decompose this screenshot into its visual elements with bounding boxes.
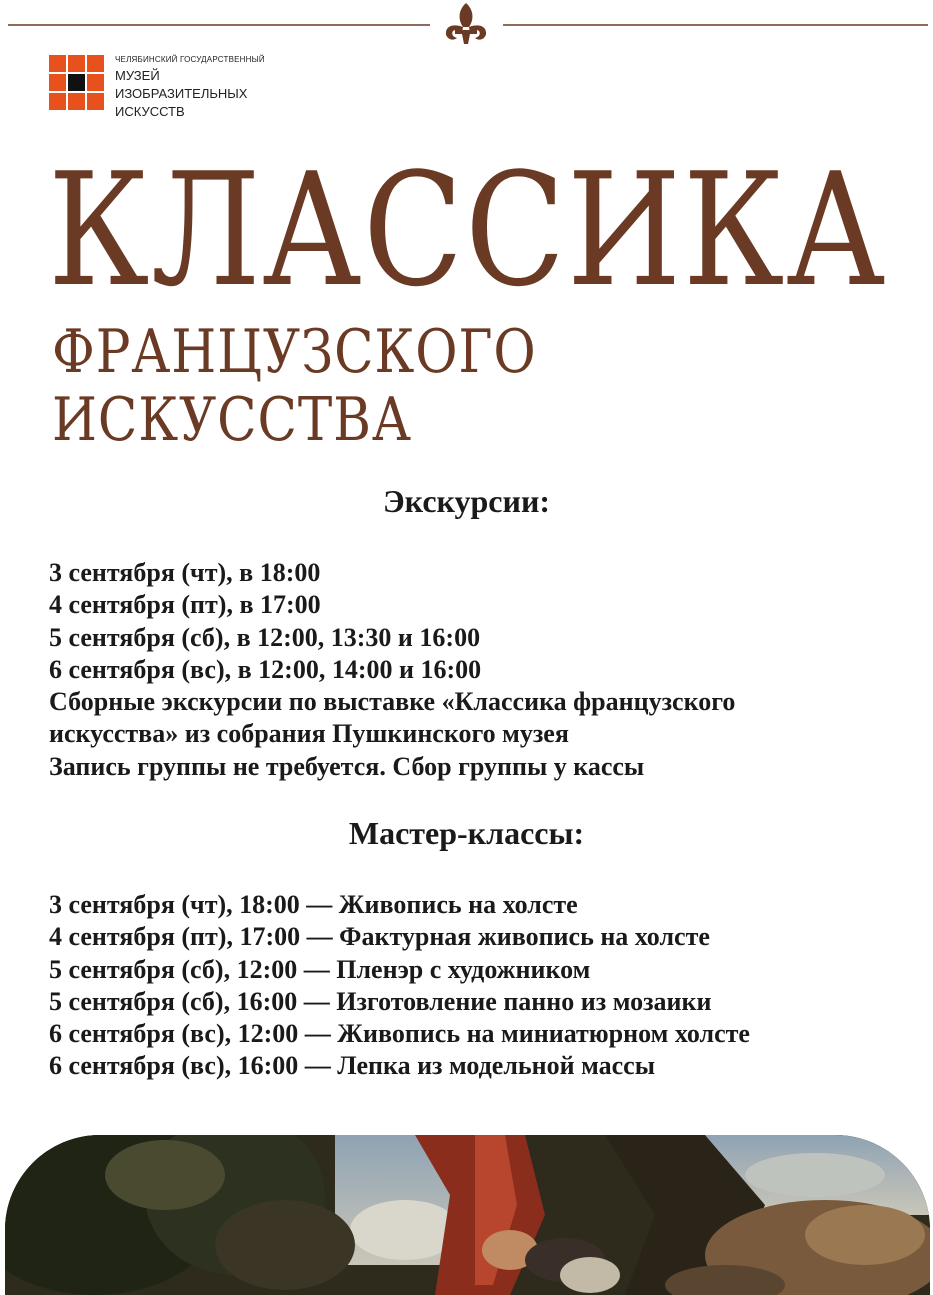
excursions-list	[49, 557, 735, 783]
list-item: 5 сентября (сб), 16:00 — Изготовление панно из мозаики	[49, 986, 712, 1016]
fleur-de-lis-icon	[446, 3, 486, 44]
list-item: 4 сентября (пт), в 17:00	[49, 590, 321, 620]
list-item: 6 сентября (вс), 16:00 — Лепка из модельной массы	[49, 1051, 656, 1081]
list-item: 6 сентября (вс), 12:00 — Живопись на миниатюрном холсте	[49, 1019, 750, 1049]
top-divider	[0, 0, 933, 50]
list-item: 5 сентября (сб), 12:00 — Пленэр с художником	[49, 954, 591, 984]
list-item: Запись группы не требуется. Сбор группы у кассы	[49, 751, 645, 781]
logo-text	[115, 55, 265, 118]
list-item: Сборные экскурсии по выставке «Классика французского	[49, 687, 736, 717]
masterclasses-heading: Мастер-классы:	[348, 815, 585, 851]
exhibition-subtitle-line-2: ИСКУССТВА	[52, 385, 412, 455]
exhibition-title: КЛАССИКА	[48, 139, 887, 321]
painting-illustration	[5, 1135, 930, 1295]
logo-line-2: МУЗЕЙ	[115, 68, 160, 83]
logo-line-3: ИЗОБРАЗИТЕЛЬНЫХ	[115, 86, 248, 101]
masterclasses-list	[49, 889, 750, 1083]
list-item: 6 сентября (вс), в 12:00, 14:00 и 16:00	[49, 654, 482, 684]
logo-line-1: ЧЕЛЯБИНСКИЙ ГОСУДАРСТВЕННЫЙ	[115, 55, 265, 64]
excursions-heading: Экскурсии:	[382, 483, 551, 519]
list-item: 4 сентября (пт), 17:00 — Фактурная живопись на холсте	[49, 922, 710, 952]
list-item: 5 сентября (сб), в 12:00, 13:30 и 16:00	[49, 622, 481, 652]
museum-logo	[49, 55, 265, 118]
list-item: искусства» из собрания Пушкинского музея	[49, 719, 569, 749]
logo-mark-icon	[49, 55, 104, 110]
exhibition-subtitle-line-1: ФРАНЦУЗСКОГО	[52, 317, 537, 387]
painting-image	[5, 1135, 930, 1295]
list-item: 3 сентября (чт), 18:00 — Живопись на холсте	[49, 890, 578, 919]
logo-line-4: ИСКУССТВ	[115, 104, 185, 119]
list-item: 3 сентября (чт), в 18:00	[49, 558, 321, 587]
